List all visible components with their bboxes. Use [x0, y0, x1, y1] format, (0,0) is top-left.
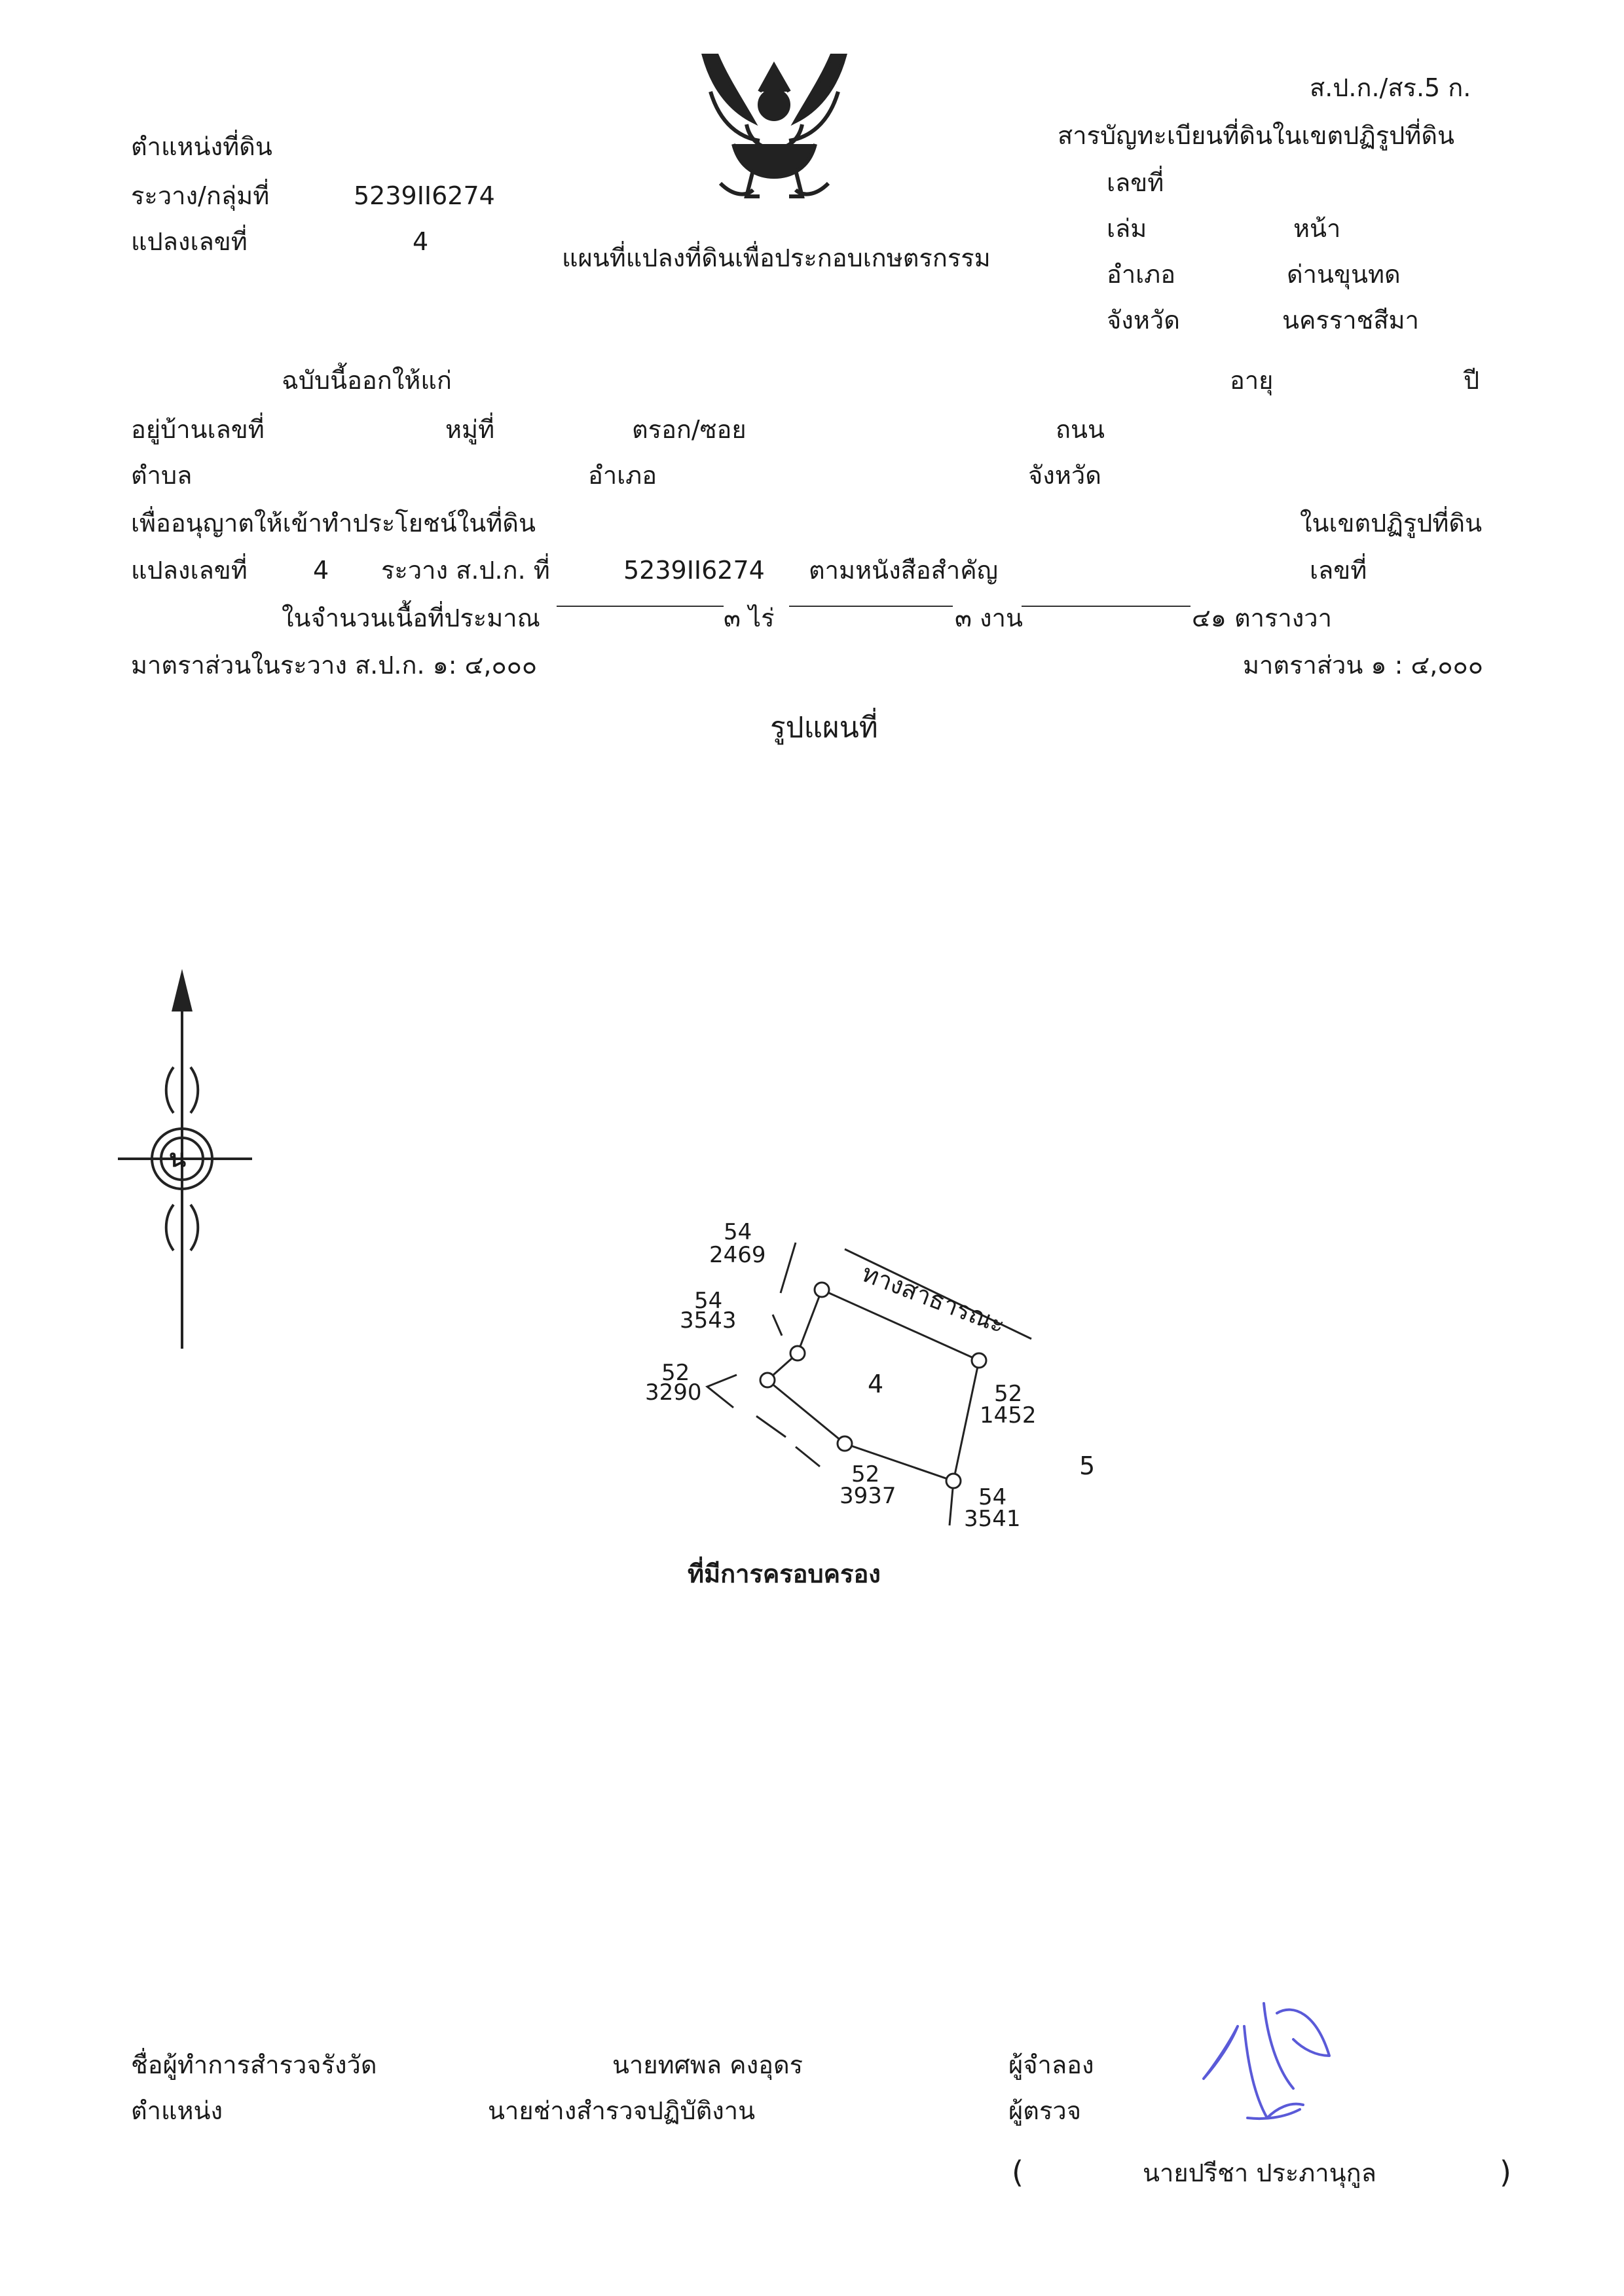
open-paren: (: [1012, 2155, 1024, 2190]
neighbor-top-3: 52: [661, 1360, 690, 1386]
province-label: จังหวัด: [1107, 306, 1180, 335]
checker-label: ผู้ตรวจ: [1008, 2096, 1081, 2125]
plot-value: 4: [413, 227, 429, 256]
area-rai: ๓ ไร่: [724, 604, 775, 632]
district-label: อำเภอ: [1107, 260, 1176, 289]
neighbor-bottom-2: 3543: [680, 1307, 737, 1334]
reform-zone-label: ในเขตปฏิรูปที่ดิน: [1300, 509, 1483, 538]
neighbor-top-1: 54: [724, 1219, 752, 1245]
house-number-label: อยู่บ้านเลขที่: [131, 415, 265, 444]
register-title: สารบัญทะเบียนที่ดินในเขตปฏิรูปที่ดิน: [1058, 121, 1454, 150]
road-label: ถนน: [1056, 415, 1105, 444]
district-value: ด่านขุนทด: [1287, 260, 1401, 289]
neighbor-top-4: 52: [994, 1381, 1023, 1407]
permit-text: เพื่ออนุญาตให้เข้าทำประโยชน์ในที่ดิน: [131, 509, 536, 538]
amphoe-label: อำเภอ: [588, 461, 657, 490]
checker-name: นายปรีชา ประภานุกูล: [1143, 2159, 1376, 2187]
neighbor-plot-5: 5: [1079, 1451, 1096, 1480]
issued-to-label: ฉบับนี้ออกให้แก่: [282, 366, 452, 395]
area-label: ในจำนวนเนื้อที่ประมาณ: [282, 604, 540, 632]
issue-province-label: จังหวัด: [1028, 461, 1101, 490]
plot-label: แปลงเลขที่: [131, 227, 248, 256]
moo-label: หมู่ที่: [445, 415, 495, 444]
sheet-label: ระวาง/กลุ่มที่: [131, 181, 270, 210]
issue-plot-label: แปลงเลขที่: [131, 556, 248, 585]
occupied-label: ที่มีการครอบครอง: [688, 1559, 881, 1588]
surveyor-name: นายทศพล คงอุดร: [612, 2050, 803, 2079]
issue-plot-value: 4: [313, 556, 329, 585]
road-name-label: ทางสาธารณะ: [858, 1258, 1009, 1339]
book-label: เล่ม: [1107, 214, 1147, 243]
plot-number-label: 4: [868, 1370, 884, 1398]
form-code: ส.ป.ก./สร.5 ก.: [1310, 73, 1471, 102]
issue-sheet-label: ระวาง ส.ป.ก. ที่: [381, 556, 550, 585]
province-value: นครราชสีมา: [1282, 306, 1419, 335]
sheet-value: 5239II6274: [354, 181, 495, 210]
neighbor-top-5: 52: [851, 1461, 880, 1487]
close-paren: ): [1500, 2155, 1511, 2190]
map-title: รูปแผนที่: [770, 711, 878, 744]
area-ngan: ๓ งาน: [955, 604, 1023, 632]
issue-sheet-value: 5239II6274: [623, 556, 765, 585]
position-value: นายช่างสำรวจปฏิบัติงาน: [488, 2096, 756, 2125]
soi-label: ตรอก/ซอย: [632, 415, 747, 444]
age-label: อายุ: [1230, 366, 1274, 395]
neighbor-top-2: 54: [694, 1288, 723, 1314]
tambon-label: ตำบล: [131, 461, 193, 490]
area-wa: ๔๑ ตารางวา: [1192, 604, 1332, 632]
register-number-label: เลขที่: [1107, 168, 1164, 197]
document-label: ตามหนังสือสำคัญ: [809, 556, 998, 585]
neighbor-bottom-3: 3290: [645, 1379, 702, 1406]
neighbor-top-6: 54: [978, 1484, 1007, 1510]
neighbor-bottom-1: 2469: [709, 1242, 766, 1268]
page-label: หน้า: [1293, 214, 1341, 243]
location-label: ตำแหน่งที่ดิน: [131, 132, 272, 161]
copier-label: ผู้จำลอง: [1008, 2050, 1094, 2079]
scale-sheet-text: มาตราส่วนในระวาง ส.ป.ก. ๑: ๔,๐๐๐: [131, 651, 538, 680]
neighbor-bottom-5: 3937: [840, 1483, 896, 1509]
scale-text: มาตราส่วน ๑ : ๔,๐๐๐: [1243, 651, 1483, 680]
position-label: ตำแหน่ง: [131, 2096, 223, 2125]
document-title: แผนที่แปลงที่ดินเพื่อประกอบเกษตรกรรม: [562, 244, 991, 272]
neighbor-bottom-6: 3541: [964, 1506, 1021, 1532]
neighbor-bottom-4: 1452: [980, 1402, 1037, 1429]
year-label: ปี: [1464, 366, 1480, 395]
issue-number-label: เลขที่: [1310, 556, 1367, 585]
surveyor-label: ชื่อผู้ทำการสำรวจรังวัด: [131, 2050, 377, 2079]
north-letter: น: [169, 1144, 186, 1173]
